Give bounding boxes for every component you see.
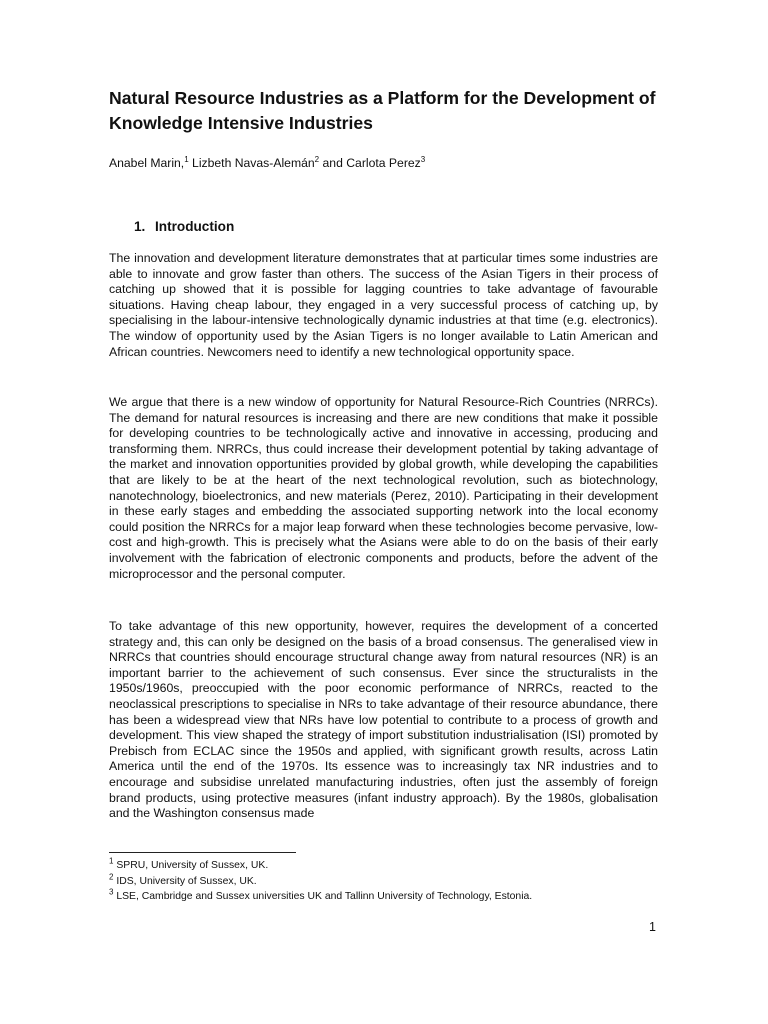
section-heading <box>134 218 234 236</box>
paper-title: Natural Resource Industries as a Platform for the Development of Knowledge Intensive Industries <box>109 88 656 133</box>
footnote-mark[interactable]: 2 <box>314 154 320 164</box>
section-title: Introduction <box>155 219 235 234</box>
footnote <box>109 874 669 890</box>
footnote-separator <box>109 852 296 853</box>
footnote <box>109 889 669 905</box>
footnote-number: 1 <box>109 856 114 866</box>
author-name: Carlota Perez <box>346 156 421 170</box>
body-paragraph: The innovation and development literature demonstrates that at particular times some industries are able to innovate and grow faster than others. The success of the Asian Tigers in their process of catching up showed that it is possible for lagging countries to take advantage of favourable situations. Having cheap labour, they engaged in a very successful process of catching up, by specialising in the labour-intensive technologically dynamic industries at that time (e.g. electronics). The window of opportunity used by the Asian Tigers is no longer available to Latin American and African countries. Newcomers need to identify a new technological opportunity space. <box>109 251 658 359</box>
footnote-number: 3 <box>109 887 114 897</box>
body-paragraph: We argue that there is a new window of opportunity for Natural Resource-Rich Countries (NRRCs). The demand for natural resources is increasing and there are new conditions that make it possible for developing countries to be technologically active and innovative in accessing, producing and transforming them. NRRCs, thus could increase their development potential by taking advantage of the market and innovation opportunities provided by global growth, while developing the capabilities that are likely to be at the heart of the next technological revolution, such as biotechnology, nanotechnology, bioelectronics, and new materials (Perez, 2010). Participating in their development in these early stages and embedding the associated supporting network into the local economy could position the NRRCs for a major leap forward when these technologies become pervasive, low-cost and high-growth. This is precisely what the Asians were able to do on the basis of their early involvement with the fabrication of electronic components and products, before the advent of the microprocessor and the personal computer. <box>109 395 658 581</box>
footnotes <box>109 858 669 905</box>
author-list <box>109 155 669 171</box>
author-name: Lizbeth Navas-Alemán <box>192 156 315 170</box>
footnote-text: LSE, Cambridge and Sussex universities UK and Tallinn University of Technology, Estonia. <box>116 891 533 902</box>
footnote-text: IDS, University of Sussex, UK. <box>116 875 257 887</box>
author-name: Anabel Marin, <box>109 156 185 170</box>
footnote <box>109 858 669 874</box>
footnote-mark[interactable]: 1 <box>184 154 189 164</box>
author-conjunction: and <box>322 156 343 170</box>
footnote-mark[interactable]: 3 <box>420 154 426 164</box>
page-number: 1 <box>649 920 656 934</box>
footnote-text: SPRU, University of Sussex, UK. <box>116 860 269 871</box>
footnote-number: 2 <box>109 872 114 882</box>
body-paragraph: To take advantage of this new opportunity, however, requires the development of a concerted strategy and, this can only be designed on the basis of a broad consensus. The generalised view in NRRCs that countries should encourage structural change away from natural resources (NR) is an important barrier to the achievement of such consensus. Ever since the structuralists in the 1950s/1960s, preoccupied with the poor economic performance of NRRCs, reacted to the neoclassical prescriptions to specialise in NRs to take advantage of their resource abundance, there has been a widespread view that NRs have low potential to contribute to a process of growth and development. This view shaped the strategy of import substitution industrialisation (ISI) promoted by Prebisch from ECLAC since the 1950s and applied, with significant growth results, across Latin America until the end of the 1970s. Its essence was to increasingly tax NR industries and to encourage and subsidise unrelated manufacturing industries, often just the assembly of foreign brand products, using protective measures (infant industry approach). By the 1980s, globalisation and the Washington consensus made <box>109 619 658 821</box>
section-number: 1. <box>134 219 146 234</box>
